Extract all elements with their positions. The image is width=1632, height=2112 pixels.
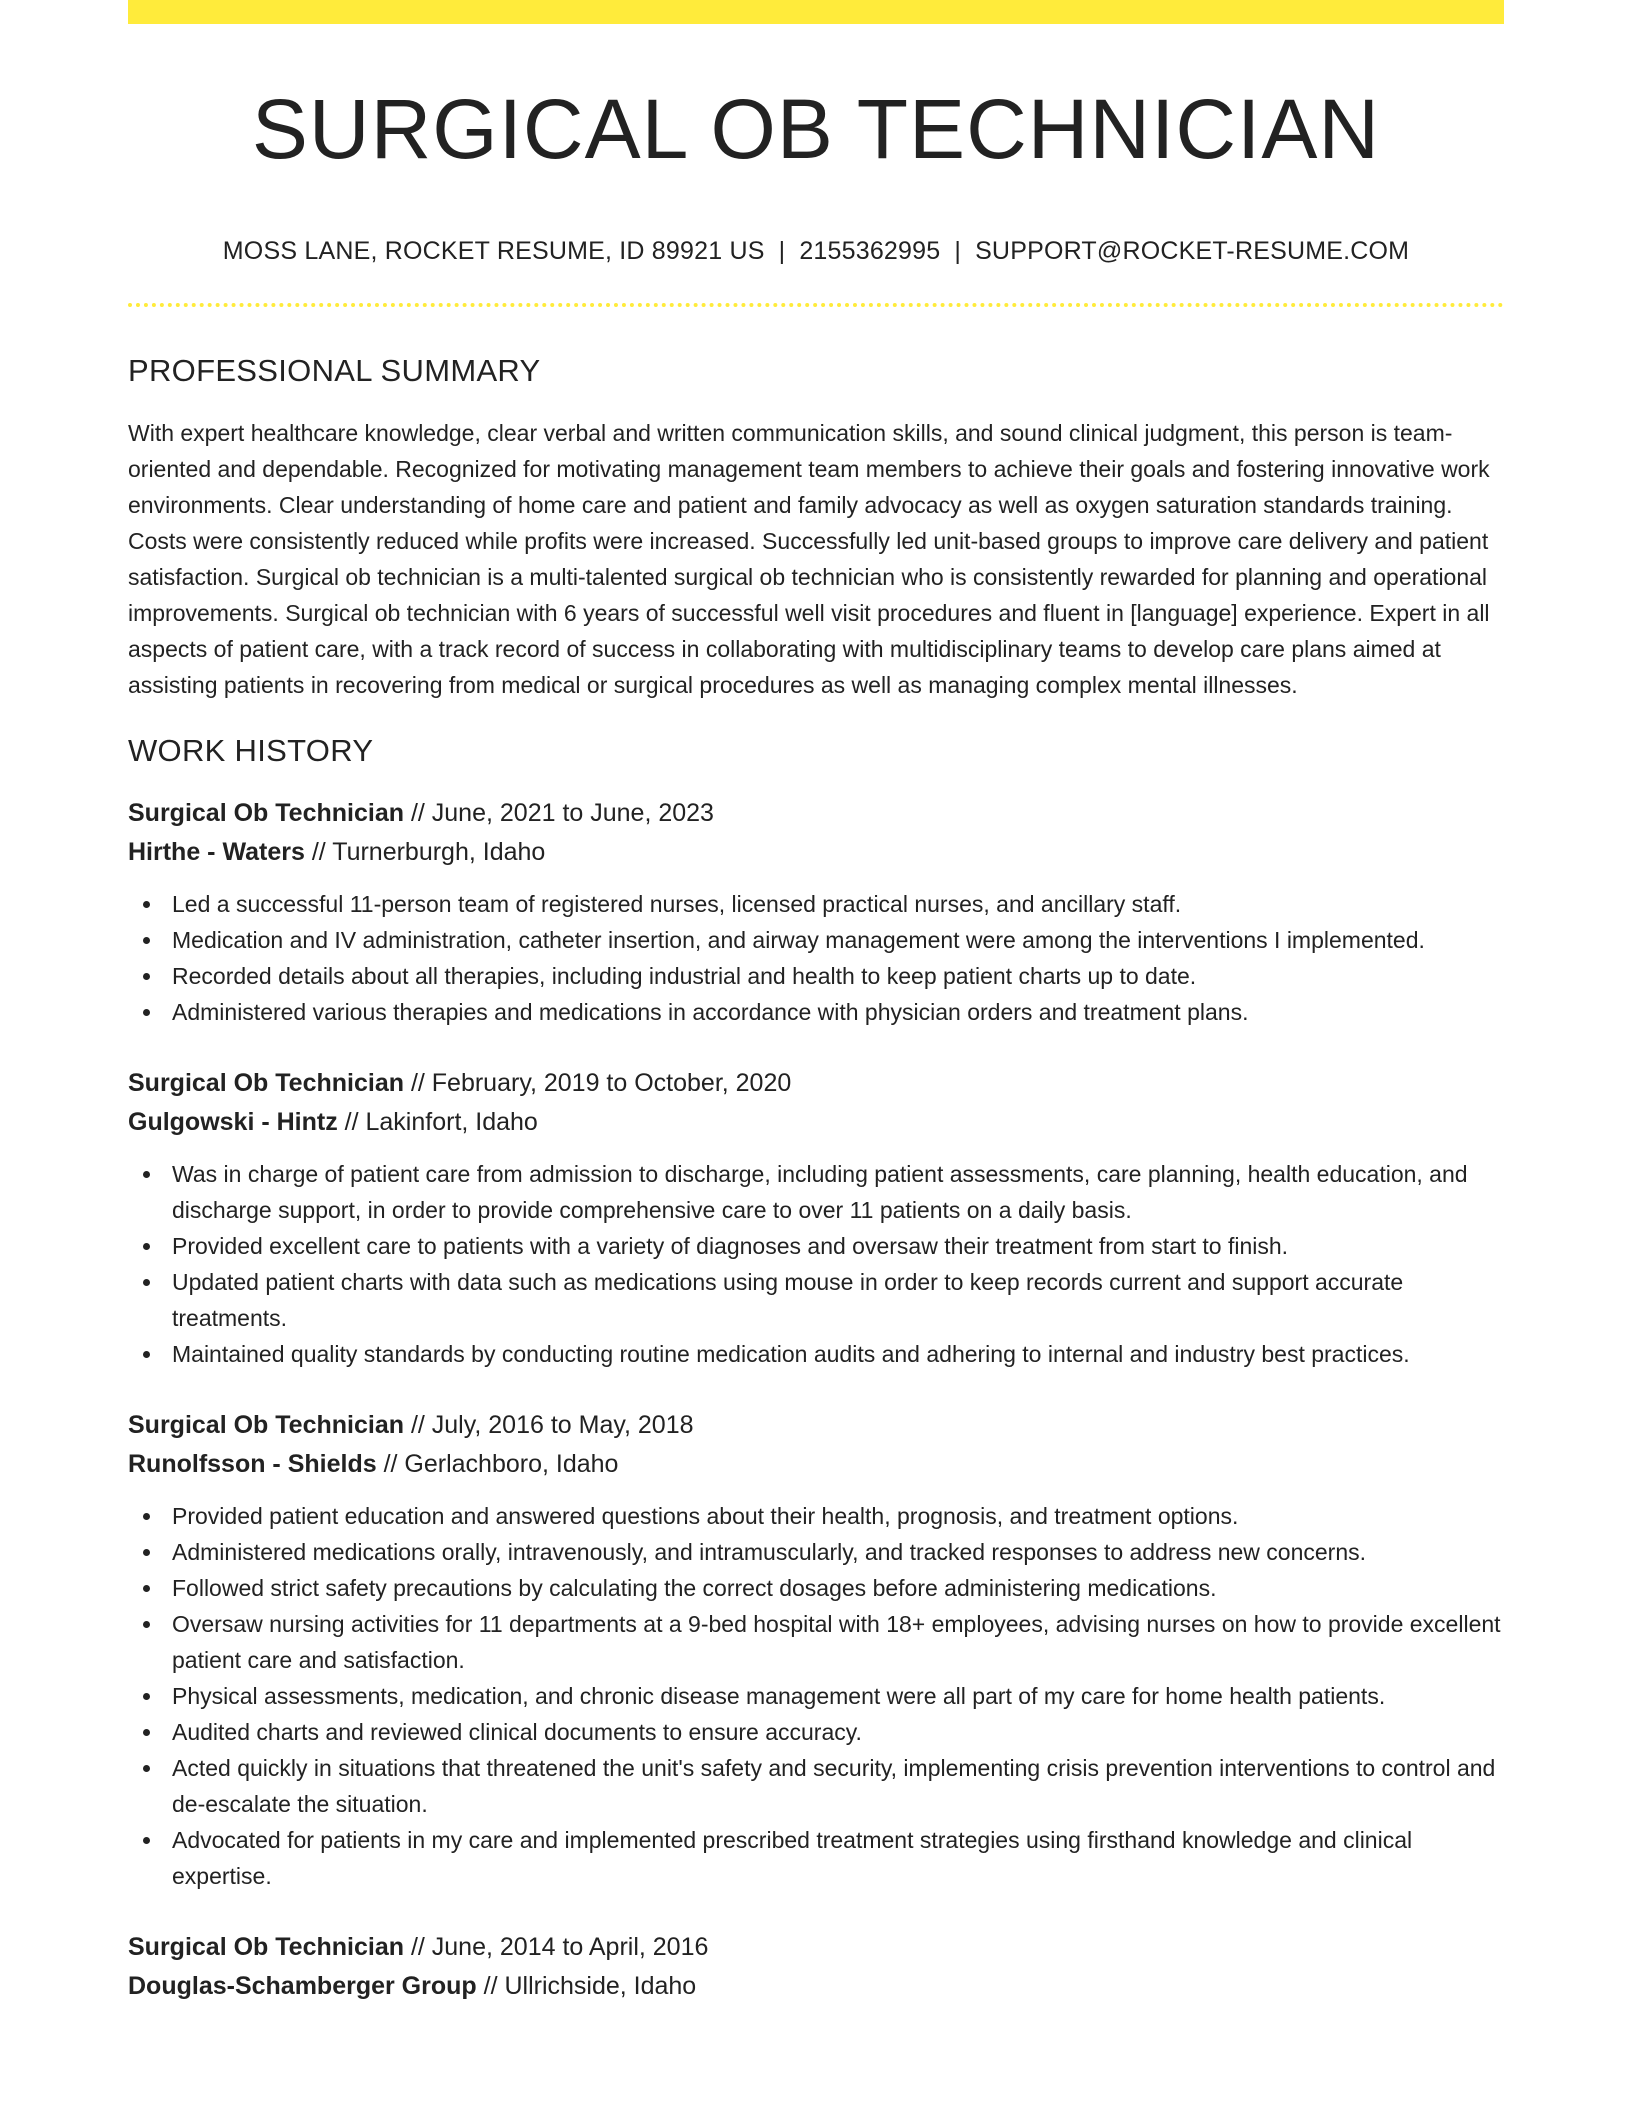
bullet-dot-icon (143, 973, 150, 980)
bullet-dot-icon (143, 1243, 150, 1250)
job-bullet-list (128, 886, 1504, 1030)
job-bullet (128, 1570, 1504, 1606)
job-bullet-list (128, 1498, 1504, 1894)
contact-separator: | (778, 237, 786, 265)
job-company-line (128, 1103, 1504, 1142)
job-company: Gulgowski - Hintz (128, 1108, 338, 1136)
bullet-dot-icon (143, 1513, 150, 1520)
job-bullet (128, 1156, 1504, 1228)
candidate-name: SURGICAL OB TECHNICIAN (251, 82, 1381, 176)
job-bullet-text: Recorded details about all therapies, including industrial and health to keep patient charts up to date. (172, 963, 1197, 989)
job-bullet-text: Acted quickly in situations that threatened the unit's safety and security, implementing crisis prevention interventions to control and de-escalate the situation. (172, 1755, 1496, 1817)
job-bullet-text: Medication and IV administration, catheter insertion, and airway management were among the interventions I implemented. (172, 927, 1425, 953)
job-bullet-text: Provided excellent care to patients with a variety of diagnoses and oversaw their treatment from start to finish. (172, 1233, 1289, 1259)
job-entry (128, 1064, 1504, 1372)
resume-page (128, 0, 1504, 2006)
summary-heading: PROFESSIONAL SUMMARY (128, 353, 541, 388)
job-bullet-text: Administered various therapies and medications in accordance with physician orders and treatment plans. (172, 999, 1249, 1025)
job-entry (128, 1928, 1504, 2006)
bullet-dot-icon (143, 1621, 150, 1628)
work-history-heading: WORK HISTORY (128, 733, 374, 768)
job-bullet-text: Oversaw nursing activities for 11 departments at a 9-bed hospital with 18+ employees, advising nurses on how to provide excellent patient care and satisfaction. (172, 1611, 1501, 1673)
job-title-line (128, 1928, 1504, 1967)
job-bullet (128, 1714, 1504, 1750)
bullet-dot-icon (143, 901, 150, 908)
job-bullet (128, 1228, 1504, 1264)
bullet-dot-icon (143, 1279, 150, 1286)
job-bullet (128, 1534, 1504, 1570)
bullet-dot-icon (143, 1693, 150, 1700)
job-bullet-text: Administered medications orally, intravenously, and intramuscularly, and tracked responses to address new concerns. (172, 1539, 1367, 1565)
job-role: Surgical Ob Technician (128, 1411, 404, 1439)
job-title-line (128, 1406, 1504, 1445)
job-bullet (128, 922, 1504, 958)
dotted-divider (128, 303, 1504, 307)
contact-email: SUPPORT@ROCKET-RESUME.COM (975, 237, 1410, 265)
bullet-dot-icon (143, 1351, 150, 1358)
job-title-line (128, 794, 1504, 833)
job-bullet (128, 1606, 1504, 1678)
job-location: // Gerlachboro, Idaho (376, 1450, 619, 1478)
job-bullet-text: Advocated for patients in my care and implemented prescribed treatment strategies using firsthand knowledge and clinical expertise. (172, 1827, 1413, 1889)
job-dates: // February, 2019 to October, 2020 (404, 1069, 792, 1097)
contact-separator: | (954, 237, 962, 265)
job-bullet (128, 1678, 1504, 1714)
job-bullet (128, 1822, 1504, 1894)
job-bullet-text: Provided patient education and answered questions about their health, prognosis, and treatment options. (172, 1503, 1239, 1529)
job-bullet-text: Maintained quality standards by conducting routine medication audits and adhering to internal and industry best practices. (172, 1341, 1410, 1367)
bullet-dot-icon (143, 1585, 150, 1592)
job-bullet (128, 1336, 1504, 1372)
job-company-line (128, 1967, 1504, 2006)
bullet-dot-icon (143, 1765, 150, 1772)
job-dates: // June, 2021 to June, 2023 (404, 799, 714, 827)
job-role: Surgical Ob Technician (128, 799, 404, 827)
job-bullet (128, 958, 1504, 994)
accent-top-bar (128, 0, 1504, 24)
job-dates: // June, 2014 to April, 2016 (404, 1933, 709, 1961)
bullet-dot-icon (143, 1171, 150, 1178)
job-role: Surgical Ob Technician (128, 1069, 404, 1097)
job-company: Hirthe - Waters (128, 838, 305, 866)
bullet-dot-icon (143, 1009, 150, 1016)
bullet-dot-icon (143, 937, 150, 944)
job-company: Runolfsson - Shields (128, 1450, 377, 1478)
job-bullet-text: Updated patient charts with data such as medications using mouse in order to keep records current and support accurate treatments. (172, 1269, 1404, 1331)
job-bullet-text: Audited charts and reviewed clinical documents to ensure accuracy. (172, 1719, 862, 1745)
job-bullet-text: Followed strict safety precautions by calculating the correct dosages before administering medications. (172, 1575, 1217, 1601)
job-bullet (128, 994, 1504, 1030)
job-bullet-text: Was in charge of patient care from admission to discharge, including patient assessments, care planning, health education, and discharge support, in order to provide comprehensive care to over 11 patients on a daily basis. (172, 1161, 1468, 1223)
contact-address: MOSS LANE, ROCKET RESUME, ID 89921 US (222, 237, 765, 265)
job-company: Douglas-Schamberger Group (128, 1972, 477, 2000)
job-entry (128, 794, 1504, 1030)
job-role: Surgical Ob Technician (128, 1933, 404, 1961)
job-location: // Turnerburgh, Idaho (304, 838, 546, 866)
work-history-list (128, 794, 1504, 2006)
contact-phone: 2155362995 (799, 237, 941, 265)
job-bullet (128, 1498, 1504, 1534)
job-dates: // July, 2016 to May, 2018 (404, 1411, 694, 1439)
bullet-dot-icon (143, 1729, 150, 1736)
job-bullet (128, 886, 1504, 922)
job-company-line (128, 1445, 1504, 1484)
job-bullet-text: Led a successful 11-person team of registered nurses, licensed practical nurses, and ancillary staff. (172, 891, 1182, 917)
job-location: // Ullrichside, Idaho (476, 1972, 697, 2000)
job-company-line (128, 833, 1504, 872)
summary-text: With expert healthcare knowledge, clear verbal and written communication skills, and sound clinical judgment, this person is team-oriented and dependable. Recognized for motivating management team members to achieve their goals and fostering innovative work environments. Clear understanding of home care and patient and family advocacy as well as oxygen saturation standards training. Costs were consistently reduced while profits were increased. Successfully led unit-based groups to improve care delivery and patient satisfaction. Surgical ob technician is a multi-talented surgical ob technician who is consistently rewarded for planning and operational improvements. Surgical ob technician with 6 years of successful well visit procedures and fluent in [language] experience. Expert in all aspects of patient care, with a track record of success in collaborating with multidisciplinary teams to develop care plans aimed at assisting patients in recovering from medical or surgical procedures as well as managing complex mental illnesses. (128, 420, 1490, 698)
job-title-line (128, 1064, 1504, 1103)
job-bullet (128, 1264, 1504, 1336)
job-bullet (128, 1750, 1504, 1822)
job-location: // Lakinfort, Idaho (337, 1108, 538, 1136)
job-bullet-text: Physical assessments, medication, and chronic disease management were all part of my care for home health patients. (172, 1683, 1386, 1709)
bullet-dot-icon (143, 1837, 150, 1844)
bullet-dot-icon (143, 1549, 150, 1556)
job-bullet-list (128, 1156, 1504, 1372)
job-entry (128, 1406, 1504, 1894)
contact-line (128, 236, 1504, 266)
